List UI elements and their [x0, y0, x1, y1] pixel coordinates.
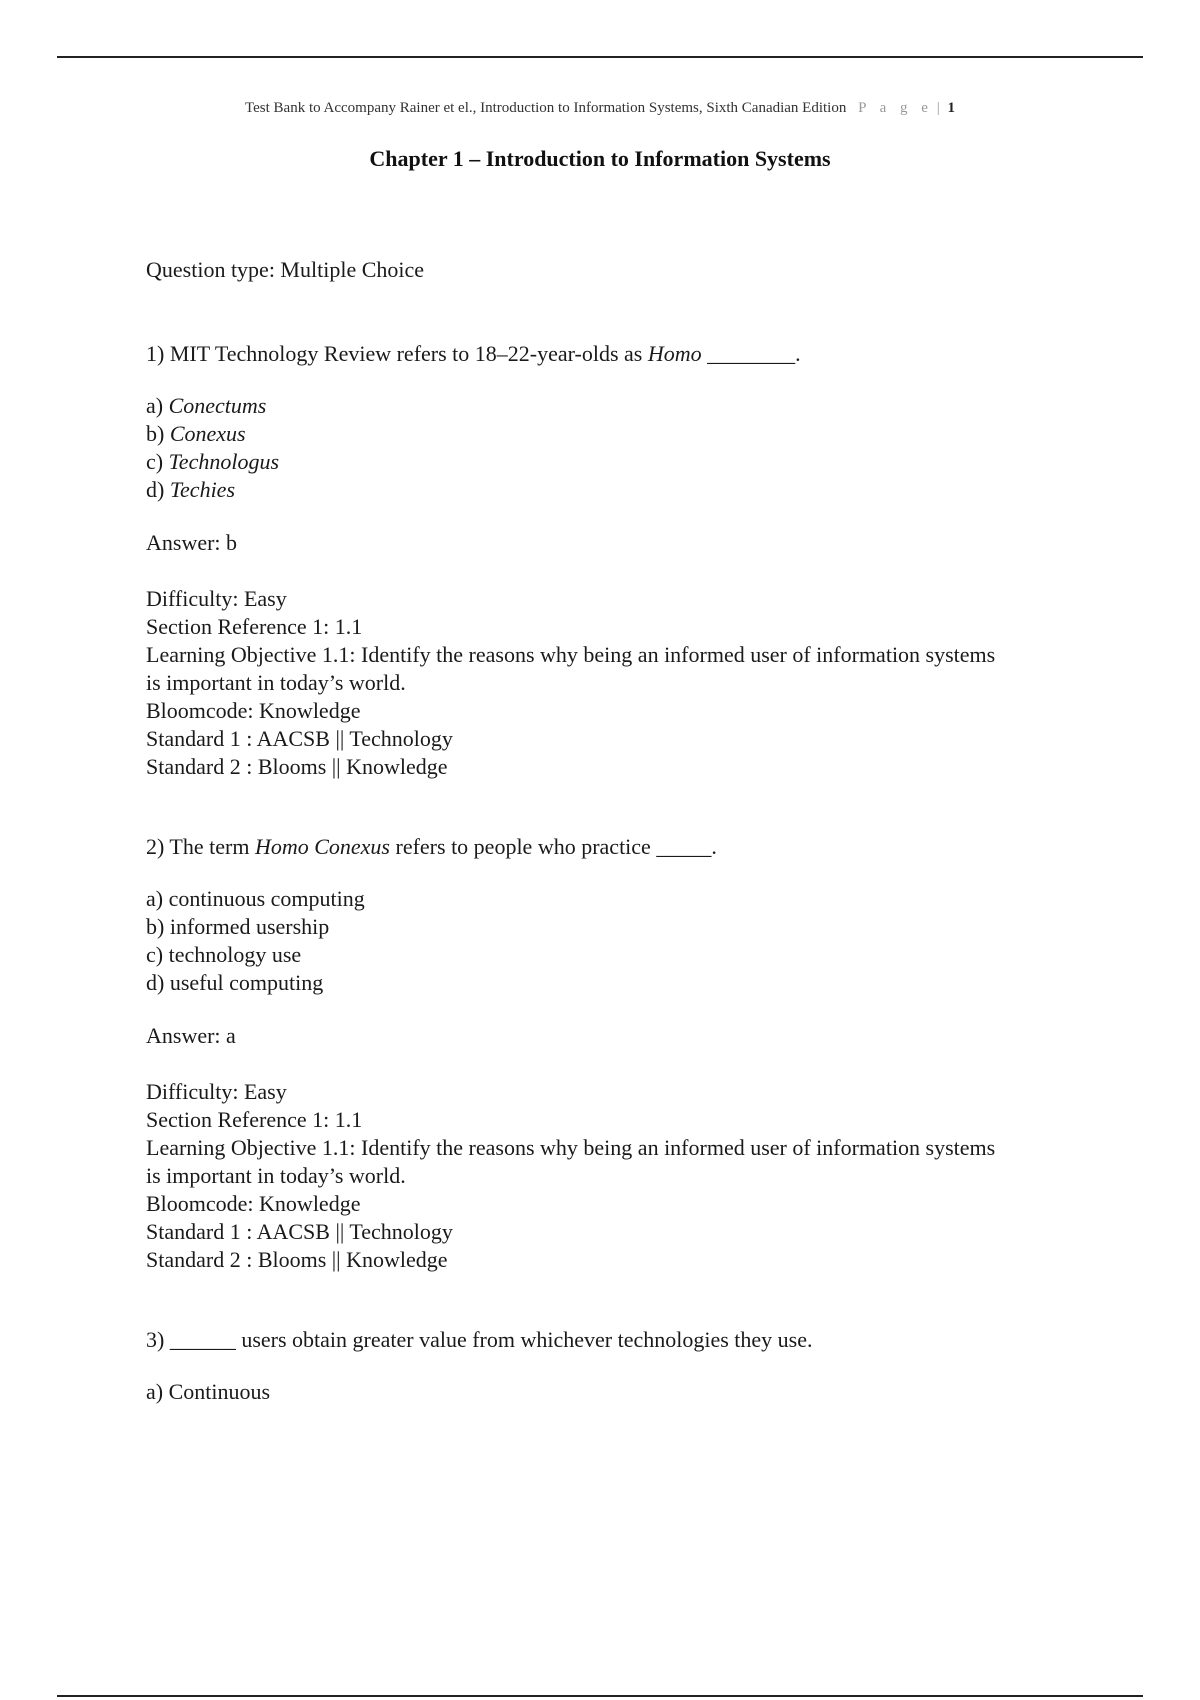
question-2-option-b: b) informed usership: [146, 914, 330, 939]
option-letter: b): [146, 421, 170, 446]
question-3-stem: 3) ______ users obtain greater value from whichever technologies they use.: [146, 1327, 813, 1352]
question-1-options: [146, 392, 1096, 504]
question-2-stem: [146, 833, 1096, 861]
question-3-options: [146, 1378, 1096, 1406]
option-letter: d): [146, 477, 170, 502]
question-1-metadata: [146, 585, 1096, 781]
question-type: Question type: Multiple Choice: [146, 257, 425, 282]
option-text: Conexus: [169, 421, 246, 446]
question-3-option-a: a) Continuous: [146, 1379, 271, 1404]
question-2-stem-blank: refers to people who practice _____.: [390, 834, 717, 859]
metadata-difficulty: Difficulty: Easy: [146, 586, 287, 611]
question-1-answer: Answer: b: [146, 530, 238, 555]
metadata-difficulty: Difficulty: Easy: [146, 1079, 287, 1104]
option-text: Technologus: [168, 449, 280, 474]
question-1-option-a: [146, 392, 1096, 420]
question-2-option-a: a) continuous computing: [146, 886, 365, 911]
chapter-title: Chapter 1 – Introduction to Information Systems: [369, 146, 831, 171]
running-header: [0, 100, 1200, 117]
option-letter: c): [146, 449, 169, 474]
option-letter: a): [146, 393, 169, 418]
metadata-bloomcode: Bloomcode: Knowledge: [146, 1191, 361, 1216]
question-2-answer: Answer: a: [146, 1023, 236, 1048]
question-2-option-d: d) useful computing: [146, 970, 324, 995]
question-1-option-b: [146, 420, 1096, 448]
metadata-learning-objective-cont: is important in today’s world.: [146, 670, 406, 695]
metadata-section-reference: Section Reference 1: 1.1: [146, 1107, 363, 1132]
metadata-learning-objective-cont: is important in today’s world.: [146, 1163, 406, 1188]
question-2-stem-italic: Homo Conexus: [254, 834, 390, 859]
metadata-section-reference: Section Reference 1: 1.1: [146, 614, 363, 639]
question-1-stem-text: 1) MIT Technology Review refers to 18–22-year-olds as: [146, 341, 648, 366]
metadata-standard-2: Standard 2 : Blooms || Knowledge: [146, 1247, 448, 1272]
running-header-text: Test Bank to Accompany Rainer et el., Introduction to Information Systems, Sixth Canadian Edition: [245, 100, 847, 116]
question-1-option-d: [146, 476, 1096, 504]
page-number: 1: [947, 100, 955, 116]
metadata-standard-1: Standard 1 : AACSB || Technology: [146, 726, 453, 751]
question-1-stem-blank: ________.: [701, 341, 801, 366]
metadata-learning-objective: Learning Objective 1.1: Identify the reasons why being an informed user of information systems: [146, 642, 996, 667]
question-1-stem-italic: Homo: [647, 341, 702, 366]
question-2-stem-text: 2) The term: [146, 834, 255, 859]
metadata-standard-2: Standard 2 : Blooms || Knowledge: [146, 754, 448, 779]
page-separator: |: [936, 100, 940, 116]
bottom-rule: [57, 1695, 1143, 1697]
option-text: Techies: [169, 477, 236, 502]
page-label: P a g e: [858, 100, 933, 116]
question-1-stem: [146, 340, 1096, 368]
metadata-bloomcode: Bloomcode: Knowledge: [146, 698, 361, 723]
question-1-option-c: [146, 448, 1096, 476]
question-2-metadata: [146, 1078, 1096, 1274]
question-2-options: [146, 885, 1096, 997]
metadata-standard-1: Standard 1 : AACSB || Technology: [146, 1219, 453, 1244]
metadata-learning-objective: Learning Objective 1.1: Identify the reasons why being an informed user of information systems: [146, 1135, 996, 1160]
document-body: [146, 256, 1096, 1431]
option-text: Conectums: [168, 393, 267, 418]
question-2-option-c: c) technology use: [146, 942, 302, 967]
top-rule: [57, 56, 1143, 58]
